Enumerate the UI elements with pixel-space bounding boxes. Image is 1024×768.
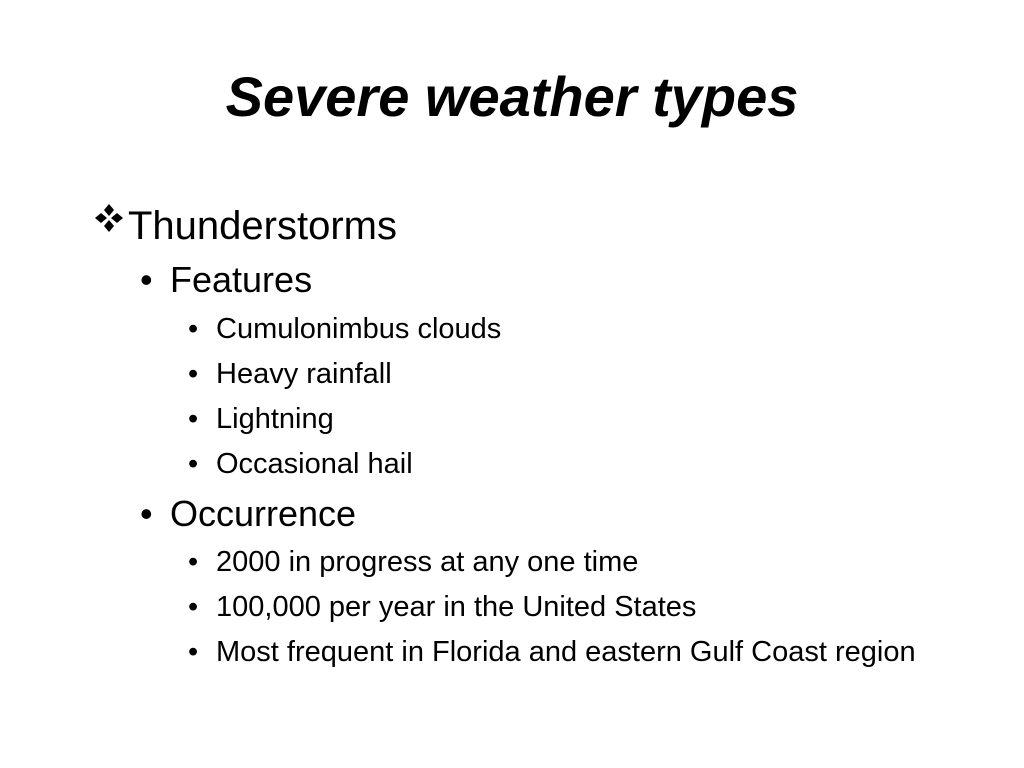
section-features xyxy=(140,258,312,302)
list-item-text: Occasional hail xyxy=(216,448,413,480)
slide-title: Severe weather types xyxy=(225,65,799,128)
topic-label: Thunderstorms xyxy=(128,204,397,248)
list-item xyxy=(188,589,696,625)
bullet-icon: • xyxy=(140,493,153,534)
bullet-icon: • xyxy=(188,591,199,623)
list-item xyxy=(188,446,413,482)
bullet-icon: • xyxy=(188,313,199,345)
bullet-icon: • xyxy=(188,546,199,578)
topic-thunderstorms xyxy=(90,202,397,250)
list-item-text: Cumulonimbus clouds xyxy=(216,313,502,345)
bullet-icon: • xyxy=(140,259,153,300)
list-item-text: 100,000 per year in the United States xyxy=(216,591,697,623)
bullet-icon: • xyxy=(188,403,199,435)
bullet-icon: • xyxy=(188,636,199,668)
bullet-icon: • xyxy=(188,448,199,480)
four-diamond-bullet-icon xyxy=(90,203,126,233)
list-item-text: Most frequent in Florida and eastern Gulf Coast region xyxy=(216,636,916,668)
list-item xyxy=(188,544,638,580)
list-item xyxy=(188,311,501,347)
section-label: Features xyxy=(170,259,313,300)
list-item-text: Heavy rainfall xyxy=(216,358,392,390)
list-item xyxy=(188,401,334,437)
bullet-icon: • xyxy=(188,358,199,390)
list-item-text: Lightning xyxy=(216,403,334,435)
list-item xyxy=(188,634,948,670)
section-label: Occurrence xyxy=(170,493,357,534)
section-occurrence xyxy=(140,492,356,536)
list-item xyxy=(188,356,392,392)
list-item-text: 2000 in progress at any one time xyxy=(216,546,639,578)
